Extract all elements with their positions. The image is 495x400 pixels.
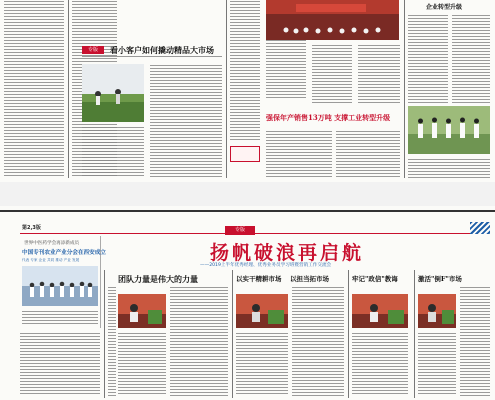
text-column xyxy=(312,44,352,104)
story-headline: 企业转型升级 xyxy=(426,4,463,11)
text-column xyxy=(4,0,64,178)
column-headline-5: 激活"倒F"市场 xyxy=(418,275,462,283)
text-column xyxy=(336,130,400,178)
text-column xyxy=(418,332,456,396)
text-column xyxy=(118,332,166,396)
text-column xyxy=(408,14,448,104)
text-column xyxy=(236,332,288,396)
boxed-notice xyxy=(230,146,260,162)
story-headline: 看小客户如何撬动精品大市场 xyxy=(110,45,214,55)
section-tag: 专版 xyxy=(225,226,255,235)
decorative-hatch xyxy=(470,222,490,234)
column-headline-2: 以实干精耕市场 xyxy=(236,275,282,283)
page-gap xyxy=(0,182,495,206)
text-column xyxy=(150,64,222,178)
column-headline-3: 以担当拓市场 xyxy=(290,275,329,283)
speaker-photo xyxy=(352,294,408,328)
story-headline-red: 强保年产销售13万吨 支撑工业转型升级 xyxy=(266,113,391,122)
main-headline: 扬帆破浪再启航 xyxy=(210,242,365,264)
box-title-large: 中国专刊农业产业分会在西安成立 xyxy=(22,250,106,256)
column-headline-1: 团队力量是伟大的力量 xyxy=(118,274,198,284)
text-column xyxy=(22,310,98,326)
text-column xyxy=(170,286,228,396)
field-photo xyxy=(82,64,144,122)
column-headline-4: 牢记"政信"教诲 xyxy=(352,275,398,283)
speaker-photo xyxy=(236,294,288,328)
speaker-photo xyxy=(118,294,166,328)
text-column xyxy=(292,286,344,396)
text-column xyxy=(20,332,100,396)
group-photo xyxy=(22,266,98,306)
text-column xyxy=(408,158,490,178)
box-caption: 代表 专家 企业 共同 推动 产业 发展 xyxy=(22,258,80,262)
speaker-photo xyxy=(418,294,456,328)
text-column xyxy=(230,0,260,140)
text-column xyxy=(358,44,400,104)
exercise-photo xyxy=(408,106,490,154)
section-tag: 专版 xyxy=(82,46,104,54)
sidebar-news-box xyxy=(20,236,106,328)
bottom-newspaper-page xyxy=(0,206,495,400)
conference-photo xyxy=(266,0,399,40)
sub-headline: ——2019上半年优秀经理、优秀业务员学习班暨营销工作交流会 xyxy=(200,263,332,268)
text-column xyxy=(82,126,144,178)
text-column xyxy=(452,14,490,104)
text-column xyxy=(352,332,408,396)
text-column xyxy=(460,286,490,396)
box-title-small: 世界中医药学会再添新成员 xyxy=(24,241,80,246)
text-column xyxy=(266,130,332,178)
page-label: 第2,3版 xyxy=(22,225,41,231)
text-column xyxy=(108,286,116,396)
top-newspaper-page xyxy=(0,0,495,182)
